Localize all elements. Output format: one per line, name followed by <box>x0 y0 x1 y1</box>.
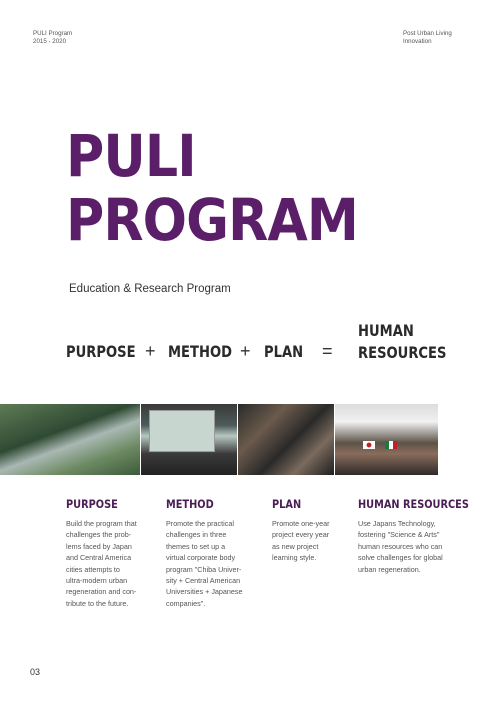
header-tagline-line1: Post Urban Living <box>403 30 452 37</box>
column-body: Build the program that challenges the prob- lems faced by Japan and Central America cities attempts to ultra-modern urban regeneration and con- tribute to the future. <box>66 519 137 608</box>
column-method <box>166 497 266 609</box>
mexico-flag-icon <box>385 441 397 449</box>
formula-plus-2: + <box>240 341 251 361</box>
photo-group <box>335 404 438 475</box>
column-human-resources <box>358 497 469 575</box>
column-body: Promote one-year project every year as new project learning style. <box>272 519 330 563</box>
formula-human-line2: RESOURCES <box>358 343 447 362</box>
column-heading: HUMAN RESOURCES <box>358 497 469 511</box>
column-heading: PURPOSE <box>66 497 118 511</box>
photo-greenhouse <box>0 404 140 475</box>
header-program-years: 2015 - 2020 <box>33 38 67 45</box>
formula-plus-1: + <box>145 341 156 361</box>
formula-method: METHOD <box>168 342 232 361</box>
header-program-name: PULI Program <box>33 30 73 37</box>
formula-equals: = <box>322 341 333 361</box>
page-title <box>66 124 390 252</box>
formula-human-resources <box>358 320 446 364</box>
column-body: Promote the practical challenges in three themes to set up a virtual corporate body program "Chiba Univer- sity + Central American Universities + Japanese companies". <box>166 519 243 608</box>
photo-workshop <box>238 404 334 475</box>
page-title-line1: PULI <box>66 122 196 190</box>
header-program-info <box>33 30 72 46</box>
column-purpose <box>66 497 156 609</box>
photo-presentation <box>141 404 237 475</box>
column-heading: METHOD <box>166 497 214 511</box>
page-title-line2: PROGRAM <box>66 186 358 254</box>
page-subtitle: Education & Research Program <box>69 283 231 295</box>
header-tagline <box>403 30 452 46</box>
column-heading: PLAN <box>272 497 302 511</box>
column-plan <box>272 497 352 564</box>
formula-human-line1: HUMAN <box>358 321 414 340</box>
header-tagline-line2: Innovation <box>403 38 432 45</box>
projector-screen <box>149 410 215 452</box>
column-body: Use Japans Technology, fostering "Science & Arts" human resources who can solve challenges for global urban regeneration. <box>358 519 443 574</box>
formula-plan: PLAN <box>264 342 304 361</box>
japan-flag-icon <box>363 441 375 449</box>
page-number: 03 <box>30 667 41 677</box>
photo-strip <box>0 404 438 475</box>
formula-purpose: PURPOSE <box>66 342 136 361</box>
